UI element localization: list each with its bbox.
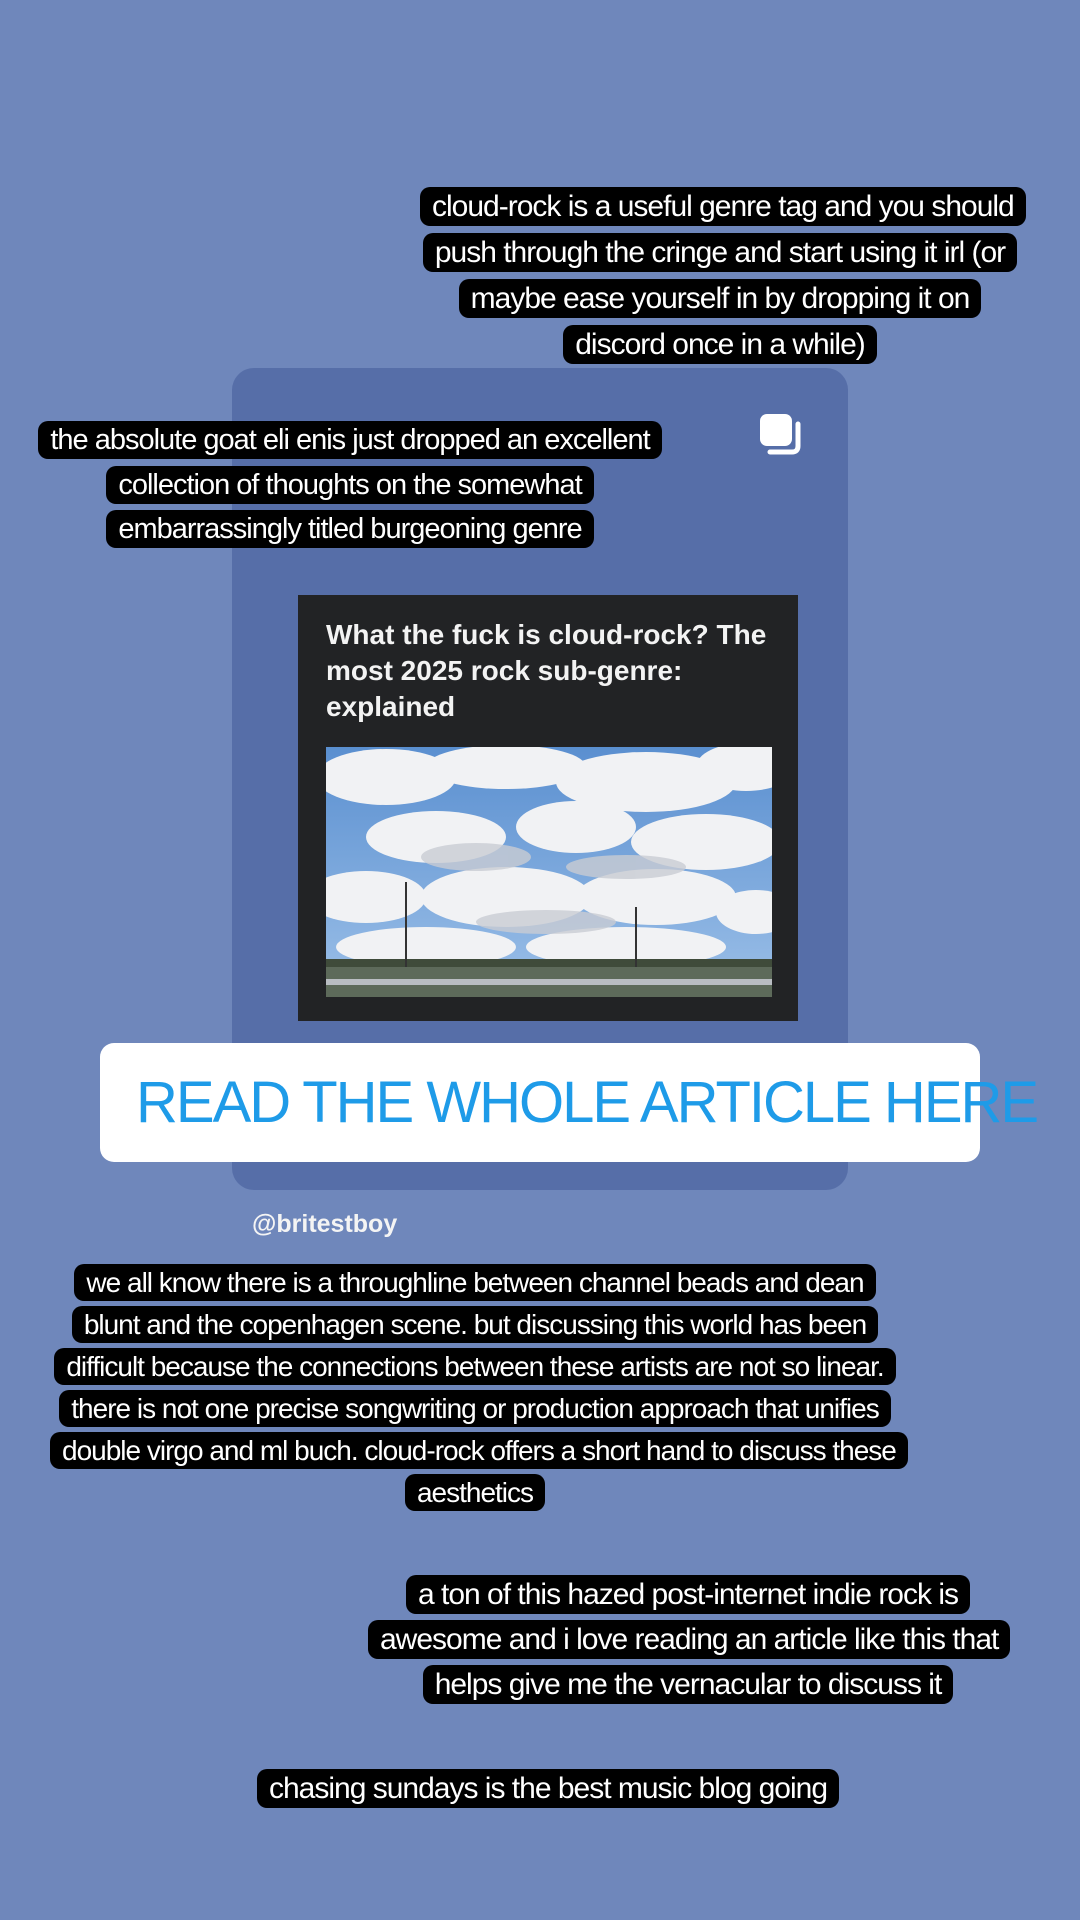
post-username[interactable]: @britestboy [252,1210,398,1238]
article-title: What the fuck is cloud-rock? The most 2025 rock sub-genre: explained [326,619,767,722]
caption-top: cloud-rock is a useful genre tag and you should push through the cringe and start using it irl (or maybe ease yourself in by dropping it on discord once in a while) [420,184,1020,368]
read-article-link-sticker[interactable] [100,1043,1038,1162]
caption-bottom: a ton of this hazed post-internet indie rock is awesome and i love reading an article like this that helps give me the vernacular to discuss it [368,1572,1008,1707]
article-image-clouds [326,747,772,997]
caption-intro: the absolute goat eli enis just dropped an excellent collection of thoughts on the somewhat embarrassingly titled burgeoning genre [20,418,680,552]
article-preview[interactable] [298,595,798,1021]
caption-middle: we all know there is a throughline between channel beads and dean blunt and the copenhagen scene. but discussing this world has been difficult because the connections between these artists are not so linear. there is not one precise songwriting or production approach that unifies double virgo and ml buch. cloud-rock offers a short hand to discuss these aesthetics [50,1262,900,1514]
copy-icon[interactable] [756,410,804,458]
caption-closing: chasing sundays is the best music blog going [246,1762,850,1816]
link-sticker-label: READ THE WHOLE ARTICLE HERE [136,1070,1038,1135]
